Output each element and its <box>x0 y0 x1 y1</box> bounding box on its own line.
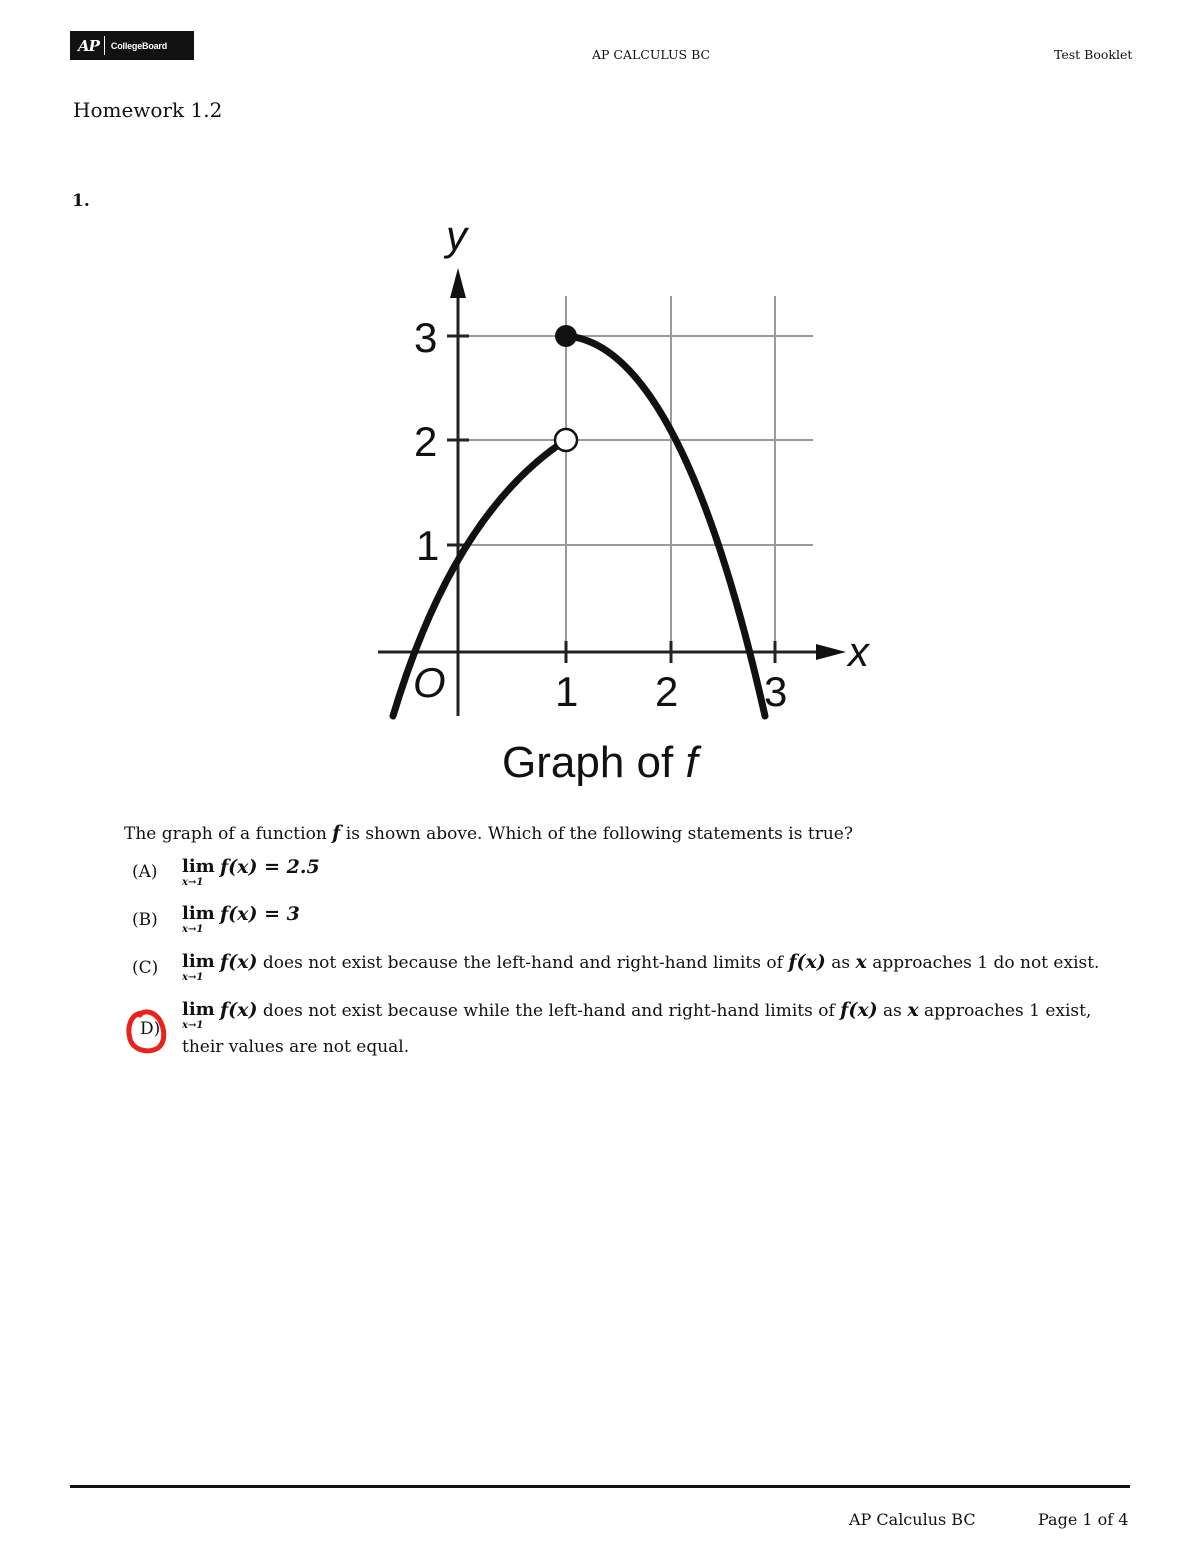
graph-caption: Graph of f <box>502 738 698 787</box>
option-a[interactable]: (A) lim x→1 f(x) = 2.5 <box>132 856 320 888</box>
origin-label: O <box>413 659 446 706</box>
option-statement: f(x) does not exist because the left-hand and right-hand limits of f(x) as x approaches 1 do not exist. <box>220 951 1100 973</box>
option-statement: f(x) does not exist because while the left-hand and right-hand limits of f(x) as x approaches 1 exist, <box>220 999 1092 1021</box>
option-letter: D) <box>140 1019 161 1039</box>
option-b[interactable]: (B) lim x→1 f(x) = 3 <box>132 903 300 935</box>
y-axis-label: y <box>446 212 467 259</box>
option-expression: f(x) = 2.5 <box>220 856 320 878</box>
logo-ap-text: AP <box>78 36 99 55</box>
option-letter: (A) <box>132 862 158 882</box>
grid-lines <box>458 296 813 652</box>
option-letter: (C) <box>132 958 159 978</box>
x-axis-arrow <box>816 644 846 660</box>
option-statement-line2: their values are not equal. <box>182 1037 410 1057</box>
x-tick-label-2: 2 <box>655 668 679 715</box>
y-axis-arrow <box>450 268 466 298</box>
option-letter: (B) <box>132 910 158 930</box>
x-tick-label-3: 3 <box>764 668 788 715</box>
closed-point <box>555 325 577 347</box>
x-axis-label: x <box>848 628 869 675</box>
header-course-title: AP CALCULUS BC <box>592 47 711 62</box>
var-f: f <box>332 822 341 844</box>
open-point <box>555 429 577 451</box>
question-number: 1. <box>72 191 90 211</box>
y-tick-label-3: 3 <box>414 314 438 361</box>
y-tick-label-1: 1 <box>416 522 440 569</box>
x-tick-label-1: 1 <box>555 668 579 715</box>
option-c[interactable]: (C) lim x→1 f(x) does not exist because the left-hand and right-hand limits of f(x) as x approaches 1 do not exist. <box>132 951 1100 983</box>
page-title: Homework 1.2 <box>73 98 223 122</box>
footer-rule <box>70 1485 1130 1488</box>
selected-answer-circle <box>122 1006 172 1058</box>
curve-right-branch <box>566 336 765 716</box>
y-tick-label-2: 2 <box>414 418 438 465</box>
option-d[interactable]: D) lim x→1 f(x) does not exist because while the left-hand and right-hand limits of f(x) as x approaches 1 exist, their values are not equal. <box>140 999 1092 1057</box>
footer-page-number: Page 1 of 4 <box>1038 1510 1129 1529</box>
axes <box>378 292 820 716</box>
question-text: The graph of a function f is shown above. Which of the following statements is true? <box>124 822 853 844</box>
logo-org-text: CollegeBoard <box>110 40 168 51</box>
footer-course: AP Calculus BC <box>849 1510 976 1529</box>
option-expression: f(x) = 3 <box>220 903 300 925</box>
header-booklet-label: Test Booklet <box>1054 47 1133 62</box>
